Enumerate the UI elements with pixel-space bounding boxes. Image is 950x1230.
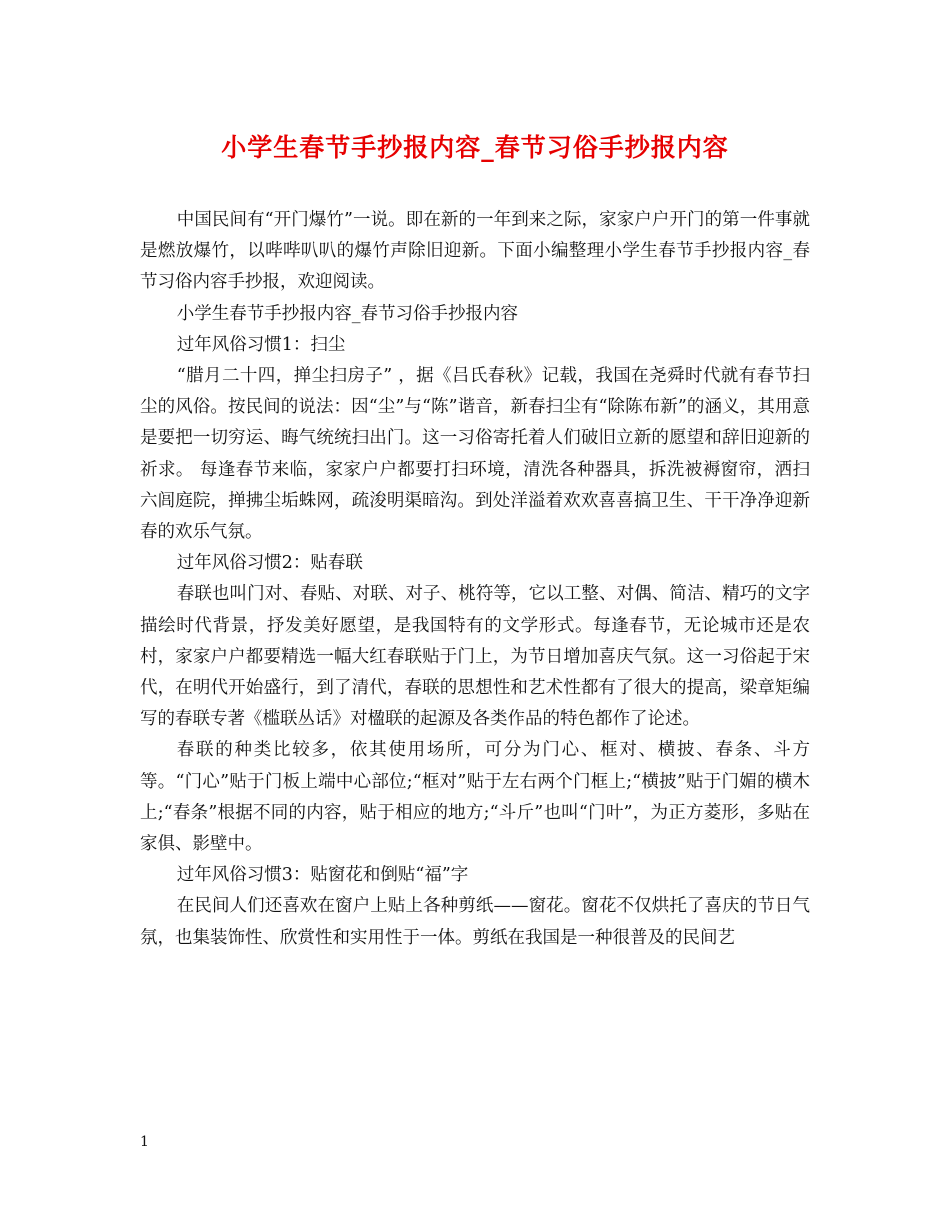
section-heading-couplets: 过年风俗习惯2：贴春联 [176, 553, 363, 574]
couplets-paragraph: 春联也叫门对、春贴、对联、对子、桃符等，它以工整、对偶、简洁、精巧的文字描绘时代背景，抒发美好愿望，是我国特有的文学形式。每逢春节，无论城市还是农村，家家户户都要精选一幅大红春联贴于门上，为节日增加喜庆气氛。这一习俗起于宋代，在明代开始盛行，到了清代，春联的思想性和艺术性都有了很大的提高，梁章矩编写的春联专著《槛联丛话》对楹联的起源及各类作品的特色都作了论述。 [140, 584, 810, 730]
page-number: 1 [140, 1134, 149, 1150]
document-body [140, 205, 810, 954]
section-heading-window-flowers: 过年风俗习惯3：贴窗花和倒贴“福”字 [176, 865, 469, 886]
window-flowers-paragraph: 在民间人们还喜欢在窗户上贴上各种剪纸——窗花。窗花不仅烘托了喜庆的节日气氛，也集装饰性、欣赏性和实用性于一体。剪纸在我国是一种很普及的民间艺 [140, 896, 810, 948]
document-title: 小学生春节手抄报内容_春节习俗手抄报内容 [221, 133, 729, 162]
sweeping-paragraph: “腊月二十四，掸尘扫房子” ，据《吕氏春秋》记载，我国在尧舜时代就有春节扫尘的风俗。按民间的说法：因“尘”与“陈”谐音，新春扫尘有“除陈布新”的涵义，其用意是要把一切穷运、晦气统统扫出门。这一习俗寄托着人们破旧立新的愿望和辞旧迎新的祈求。 每逢春节来临，家家户户都要打扫环境，清洗各种器具，拆洗被褥窗帘，洒扫六闾庭院，掸拂尘垢蛛网，疏浚明渠暗沟。到处洋溢着欢欢喜喜搞卫生、干干净净迎新春的欢乐气氛。 [140, 366, 810, 543]
couplet-types-paragraph: 春联的种类比较多，依其使用场所，可分为门心、框对、横披、春条、斗方等。“门心”贴于门板上端中心部位;“框对”贴于左右两个门框上;“横披”贴于门媚的横木上;“春条”根据不同的内容，贴于相应的地方;“斗斤”也叫“门叶”，为正方菱形，多贴在家俱、影壁中。 [140, 740, 810, 855]
section-heading-sweeping: 过年风俗习惯1：扫尘 [176, 334, 346, 355]
subheading: 小学生春节手抄报内容_春节习俗手抄报内容 [176, 303, 518, 324]
intro-paragraph: 中国民间有“开门爆竹”一说。即在新的一年到来之际，家家户户开门的第一件事就是燃放爆竹，以哔哔叭叭的爆竹声除旧迎新。下面小编整理小学生春节手抄报内容_春节习俗内容手抄报，欢迎阅读。 [140, 210, 810, 293]
